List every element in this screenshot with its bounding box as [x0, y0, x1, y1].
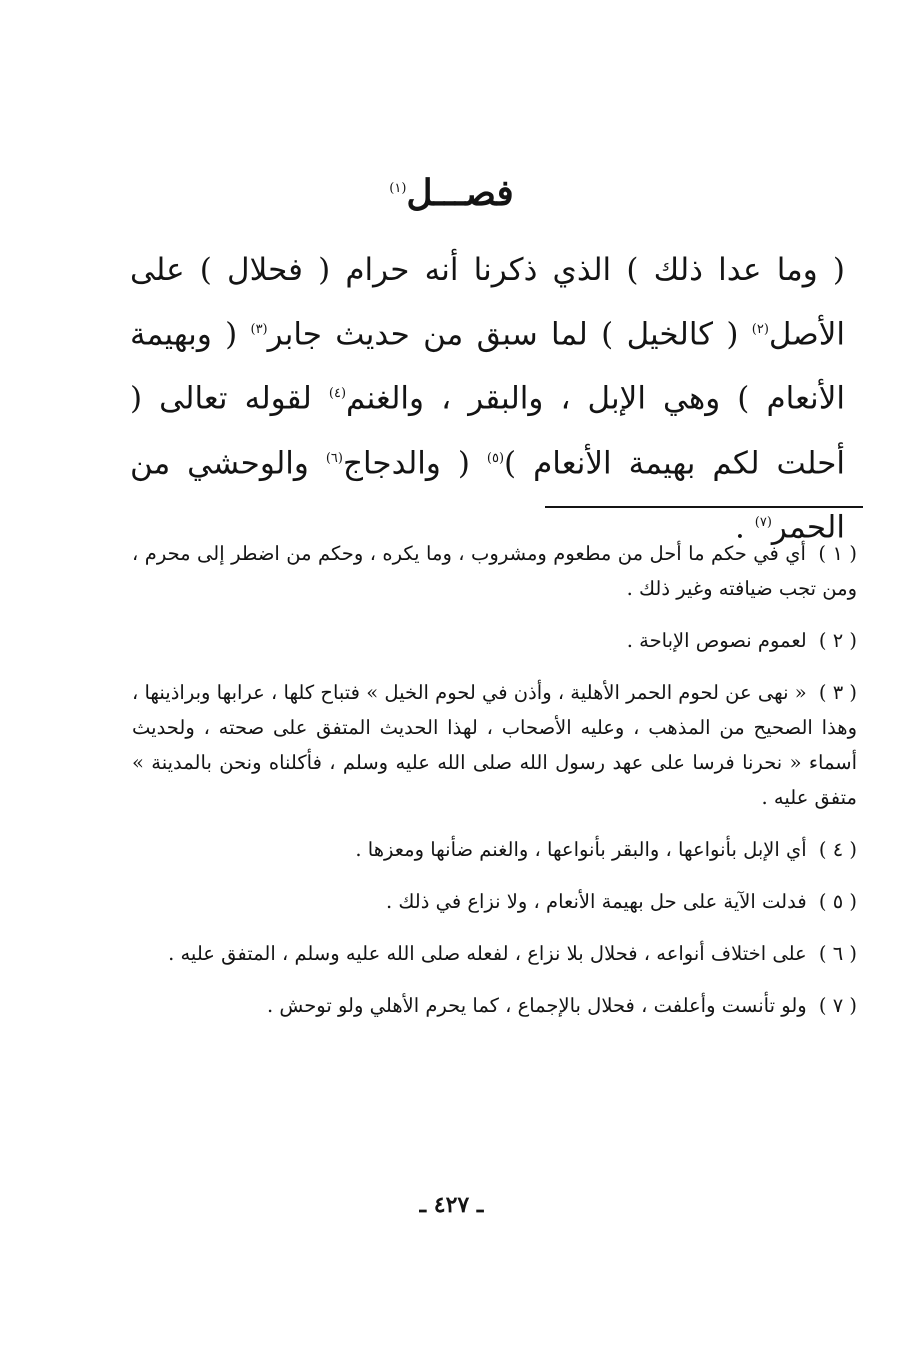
footnote-text: ولو تأنست وأعلفت ، فحلال بالإجماع ، كما يحرم الأهلي ولو توحش . [266, 994, 807, 1017]
footnote-ref-5: (٥) [486, 450, 505, 466]
footnote-text: أي في حكم ما أحل من مطعوم ومشروب ، وما يكره ، وحكم من اضطر إلى محرم ، ومن تجب ضيافته وغير ذلك . [132, 542, 857, 600]
footnote-number: ( ٢ ) [818, 629, 857, 652]
footnote-6 [132, 936, 857, 971]
section-heading [0, 172, 903, 214]
footnote-separator-line [545, 506, 863, 508]
footnote-number: ( ٧ ) [818, 994, 857, 1017]
footnote-text: فدلت الآية على حل بهيمة الأنعام ، ولا نزاع في ذلك . [385, 890, 807, 913]
main-text-segment: ( وما عدا ذلك ) الذي ذكرنا أنه حرام ( فحلال ) على الأصل [130, 252, 845, 353]
footnote-3 [132, 675, 857, 815]
footnote-ref-3: (٣) [250, 322, 268, 337]
footnote-ref-7: (٧) [754, 514, 772, 530]
footnote-number: ( ١ ) [818, 542, 858, 565]
footnote-2 [132, 623, 857, 658]
page-number: ـ ٤٢٧ ـ [419, 1192, 484, 1218]
main-text-segment: والوحشي من الحمر [130, 444, 845, 546]
footnote-text: على اختلاف أنواعه ، فحلال بلا نزاع ، لفعله صلى الله عليه وسلم ، المتفق عليه . [168, 942, 807, 965]
footnote-ref-6: (٦) [325, 450, 343, 466]
footnote-1 [132, 536, 857, 606]
footnote-ref-1: (١) [389, 181, 407, 196]
footnote-number: ( ٥ ) [818, 890, 857, 913]
footnote-text: لعموم نصوص الإباحة . [626, 629, 807, 652]
footnote-number: ( ٣ ) [818, 681, 857, 704]
section-title: فصـــل [406, 172, 514, 214]
main-text-segment: ( والدجاج [342, 444, 487, 481]
main-text-segment: . [735, 509, 755, 546]
main-text-segment: ( وبهيمة الأنعام ) وهي الإبل ، والبقر ، والغنم [130, 316, 845, 417]
footnote-ref-2: (٢) [751, 322, 769, 337]
footnote-4 [132, 832, 857, 867]
footnote-7 [132, 988, 857, 1023]
main-text-segment: لقوله تعالى ( أحلت لكم بهيمة الأنعام ) [130, 380, 845, 481]
footnote-5 [132, 884, 857, 919]
footnote-number: ( ٤ ) [818, 838, 857, 861]
footnote-text: أي الإبل بأنواعها ، والبقر بأنواعها ، والغنم ضأنها ومعزها . [355, 838, 807, 861]
main-text-segment: ( كالخيل ) لما سبق من حديث جابر [267, 316, 752, 353]
footnote-ref-4: (٤) [328, 386, 347, 402]
footnote-text: « نهى عن لحوم الحمر الأهلية ، وأذن في لحوم الخيل » فتباح كلها ، عرابها وبراذينها ، وهذا الصحيح من المذهب ، وعليه الأصحاب ، لهذا الحديث المتفق على صحته ، ولحديث أسماء « نحرنا فرسا على عهد رسول الله صلى الله عليه وسلم ، فأكلناه ونحن بالمدينة » متفق عليه . [132, 681, 857, 809]
main-text [130, 240, 845, 557]
footnotes [132, 536, 857, 1040]
footnote-number: ( ٦ ) [818, 942, 857, 965]
